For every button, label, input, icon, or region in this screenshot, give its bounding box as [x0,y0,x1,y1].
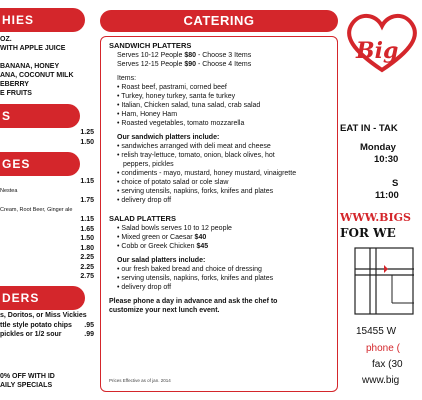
salad-platters-title: SALAD PLATTERS [109,214,176,223]
discount-note: 0% OFF WITH ID [0,373,55,380]
sandwich-serves-row [109,60,329,69]
for-web-text: FOR WE [340,226,396,240]
catering-panel [100,0,338,400]
hours-time: 11:00 [375,190,399,201]
sandwich-item: • Roasted vegetables, tomato mozzarella [117,120,245,127]
salad-item [109,224,329,233]
salad-price: $40 [194,234,207,241]
fax-text: fax (30 [372,359,403,370]
choose-text: - Choose 3 Items [196,52,252,59]
include-item: • delivery drop off [117,197,172,204]
brand-logo [342,8,422,78]
salad-item [109,233,329,242]
include-item: • serving utensils, napkins, forks, knifes and plates [117,275,274,282]
hours-day: S [392,178,399,189]
advance-note: Please phone a day in advance and ask the chef to [109,298,278,305]
hours-time: 10:30 [374,154,399,165]
price: 1.75 [80,197,94,204]
platter-price: $90 [184,61,197,68]
salad-price: $45 [196,243,209,250]
sandwich-item: • Italian, Chicken salad, tuna salad, crab salad [117,102,261,109]
price: 2.25 [80,254,94,261]
platter-price: $80 [184,52,197,59]
include-item: • delivery drop off [117,284,172,291]
catering-header: CATERING [100,10,338,32]
catering-box [100,36,338,392]
price: 1.50 [80,138,94,146]
salad-include-title: Our salad platters include: [117,257,206,264]
item-apple-juice: WITH APPLE JUICE [0,45,66,52]
include-item: • relish tray-lettuce, tomato, onion, black olives, hot [117,152,275,159]
advance-note: customize your next lunch event. [109,307,220,314]
side-item: pickles or 1/2 sour [0,331,62,338]
side-item: s, Doritos, or Miss Vickies [0,312,87,319]
smoothie-item: ANA, COCONUT MILK [0,72,74,79]
logo-text: Big [356,38,399,64]
tagline: EAT IN - TAK [340,123,398,134]
item-size: OZ. [0,36,12,43]
price: .99 [84,331,94,338]
include-item: • serving utensils, napkins, forks, knifes and plates [117,188,274,195]
salad-item [109,242,329,251]
price: 1.65 [80,225,94,233]
smoothie-item: E FRUITS [0,90,32,97]
left-menu-panel [0,0,100,400]
salad-text: • Salad bowls serves 10 to 12 people [117,225,232,232]
price: 2.25 [80,263,94,271]
include-item: • our fresh baked bread and choice of dressing [117,266,262,273]
price: 1.80 [80,244,94,252]
price: 1.15 [80,178,94,185]
location-map [354,247,414,315]
hours-day: Monday [360,142,396,153]
price: 1.15 [80,216,94,223]
include-item: • sandwiches arranged with deli meat and cheese [117,143,271,150]
daily-specials-note: AILY SPECIALS [0,382,53,389]
beverages-header: GES [0,152,80,176]
include-item: • condiments - mayo, mustard, honey mustard, vinaigrette [117,170,297,177]
sandwich-platters-title: SANDWICH PLATTERS [109,41,192,50]
prices-effective-note: Prices Effective as of jan. 2014 [109,378,171,383]
phone-text[interactable]: phone ( [366,343,400,354]
smoothie-item: BANANA, HONEY [0,63,60,70]
price-list-2 [0,128,100,147]
smoothie-item: EBERRY [0,81,29,88]
choose-text: - Choose 4 Items [196,61,252,68]
price: .95 [84,321,94,329]
beverage-list [0,177,100,282]
serves-text: Serves 12-15 People [117,61,185,68]
price: 1.25 [80,129,94,136]
sandwich-serves-row [109,51,329,60]
website-text[interactable]: www.big [362,375,400,386]
salad-text: • Cobb or Greek Chicken [117,243,197,250]
price: 1.50 [80,235,94,242]
salad-text: • Mixed green or Caesar [117,234,195,241]
price: 2.75 [80,273,94,280]
sandwich-include-title: Our sandwich platters include: [117,134,220,141]
sandwich-item: • Roast beef, pastrami, corned beef [117,84,227,91]
address-text: 15455 W [356,326,397,337]
items-label: Items: [117,75,137,82]
sandwich-item: • Ham, Honey Ham [117,111,178,118]
serves-text: Serves 10-12 People [117,52,185,59]
sides-header: DERS [0,286,85,310]
beverage-name: Cream, Root Beer, Ginger ale [0,206,73,213]
website-link[interactable]: WWW.BIGS [340,211,411,224]
sandwich-item: • Turkey, honey turkey, santa fe turkey [117,93,236,100]
include-item: peppers, pickles [123,161,174,168]
sides-list [0,311,100,340]
beverage-name: Nestea [0,187,18,194]
include-item: • choice of potato salad or cole slaw [117,179,229,186]
info-panel [338,0,411,400]
section-header-2: S [0,104,80,128]
smoothies-header: HIES [0,8,85,32]
side-item: ttle style potato chips [0,321,72,329]
